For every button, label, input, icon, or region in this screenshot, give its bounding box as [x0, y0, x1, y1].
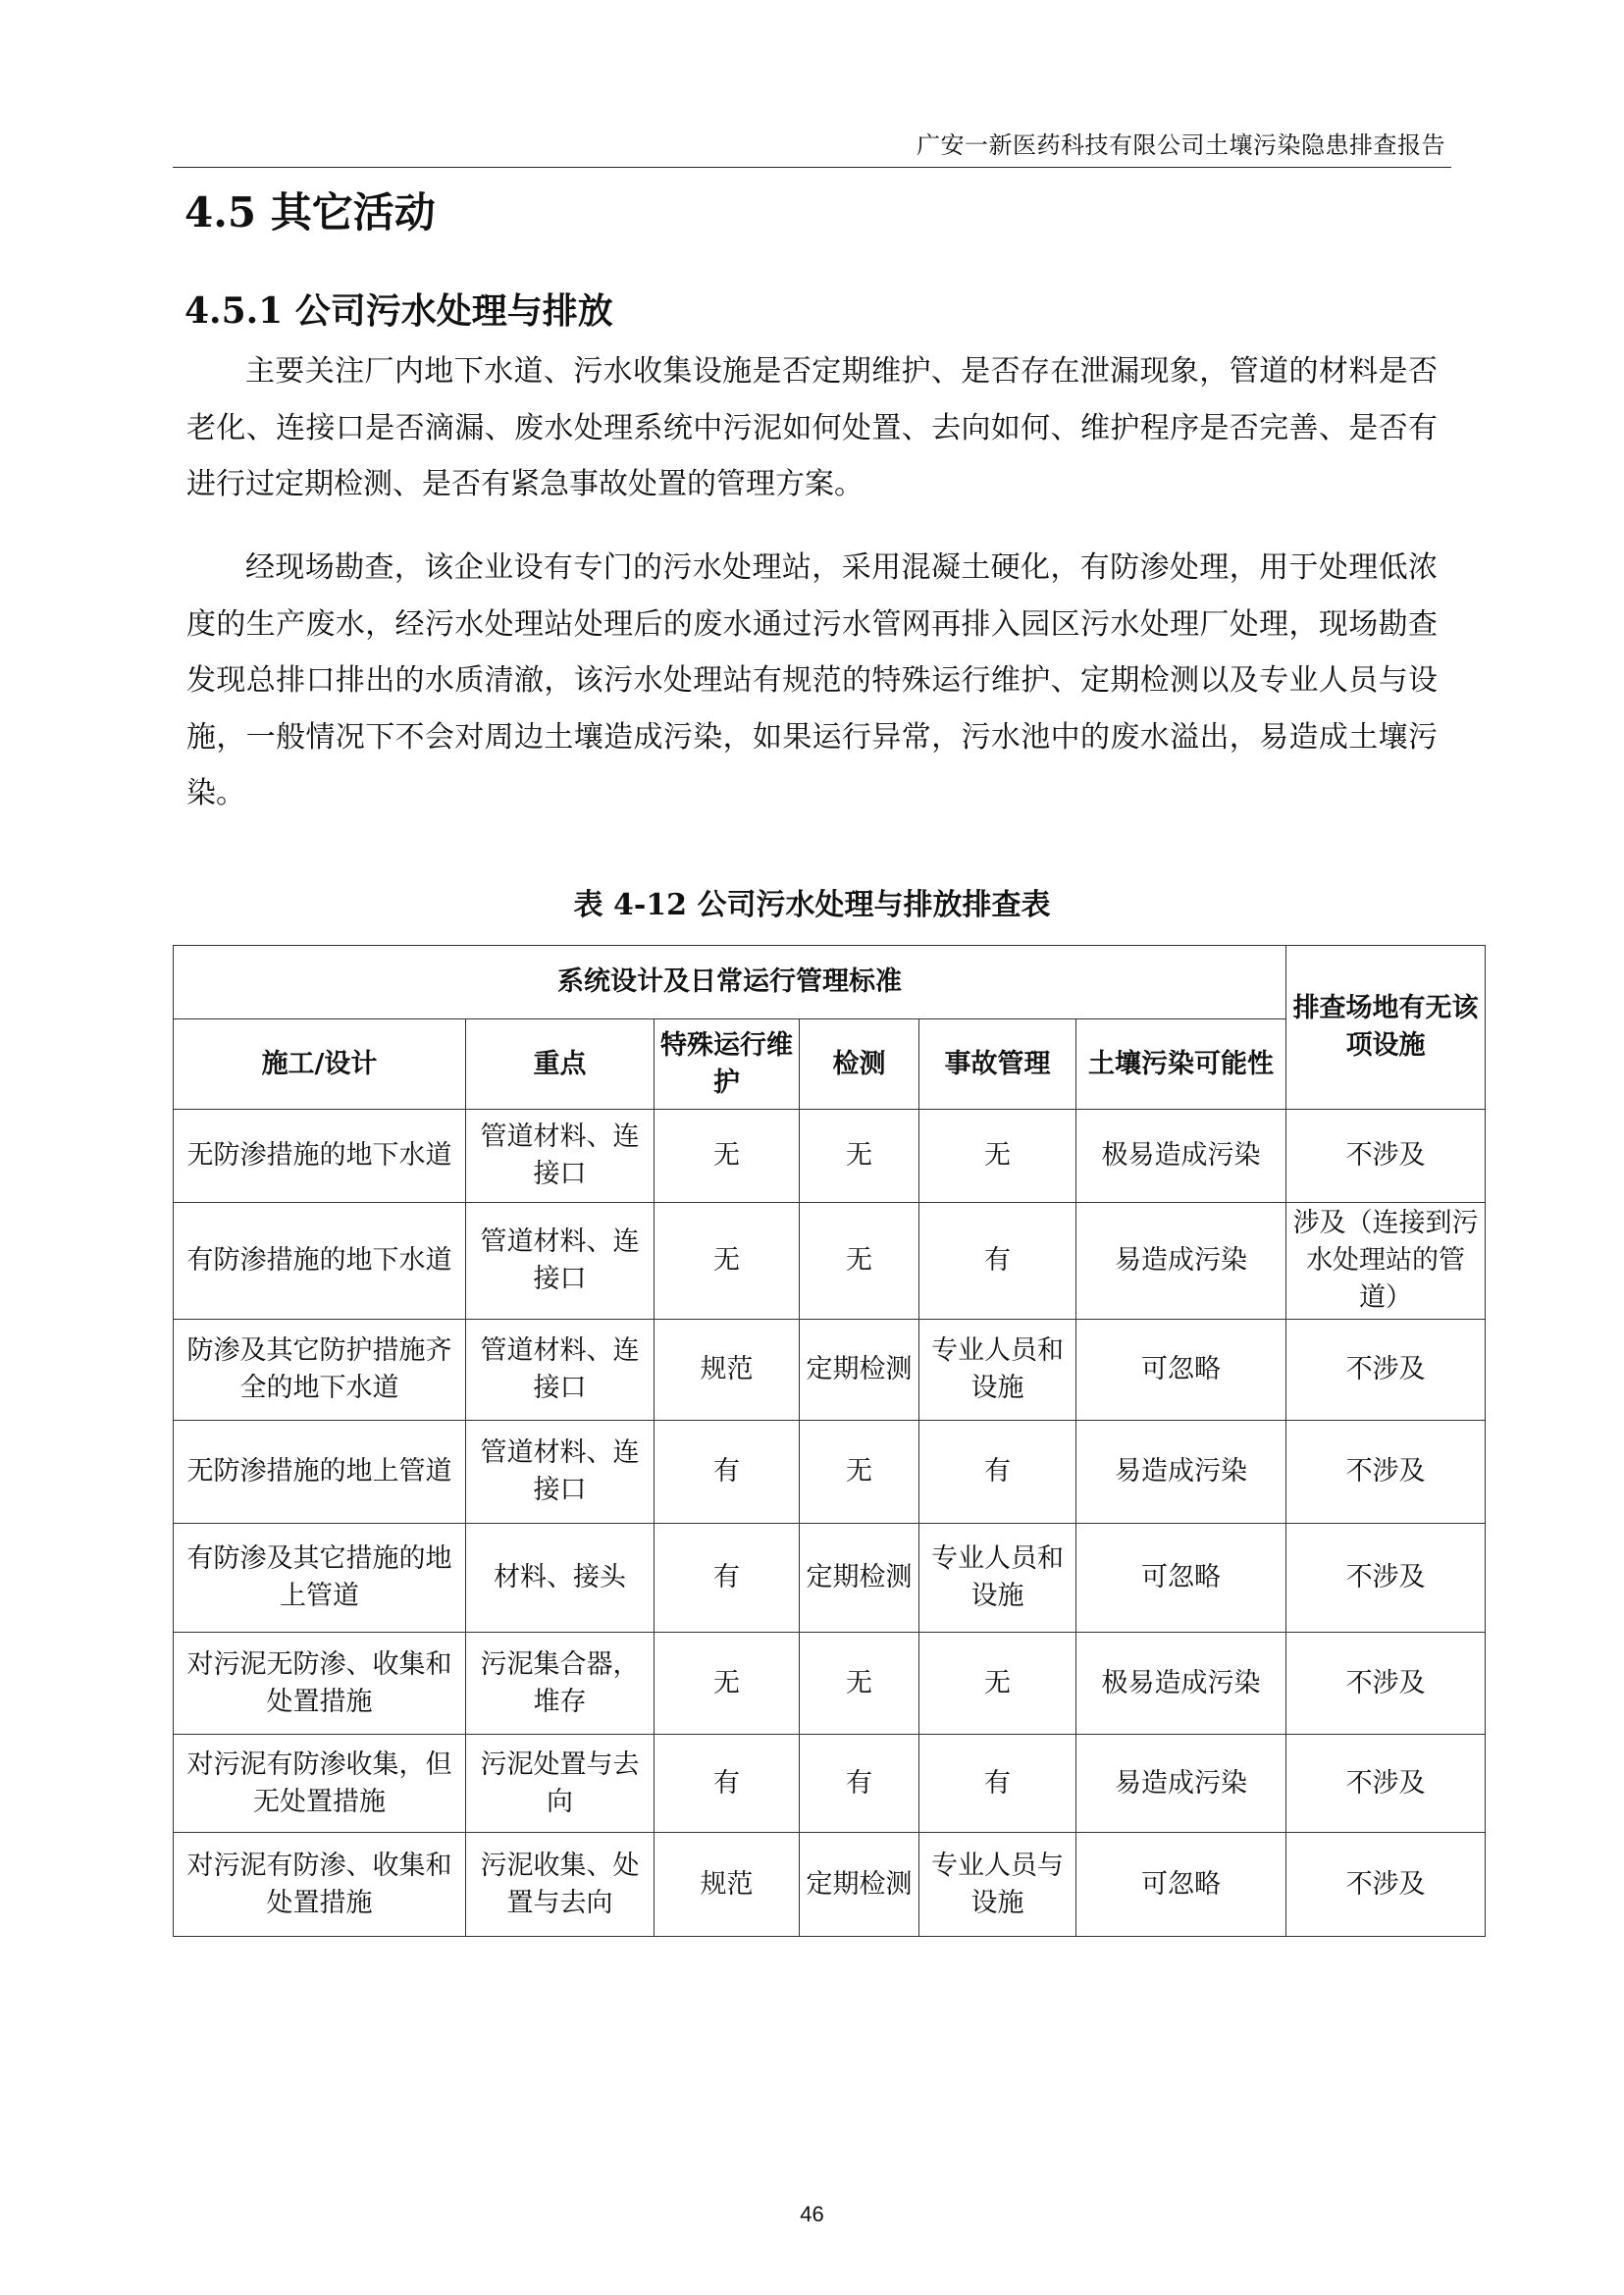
table-cell: 无 [800, 1421, 919, 1524]
column-header: 事故管理 [919, 1019, 1076, 1110]
table-cell: 定期检测 [800, 1320, 919, 1421]
table-cell: 无 [800, 1110, 919, 1203]
table-cell: 有 [919, 1203, 1076, 1320]
table-cell: 专业人员与设施 [919, 1833, 1076, 1937]
column-header: 特殊运行维护 [655, 1019, 800, 1110]
table-cell: 有 [800, 1735, 919, 1833]
table-cell: 有 [919, 1421, 1076, 1524]
table-cell: 定期检测 [800, 1524, 919, 1633]
table-cell: 规范 [655, 1320, 800, 1421]
table-cell: 不涉及 [1286, 1110, 1486, 1203]
table-body [174, 1110, 1486, 1937]
table-cell: 专业人员和设施 [919, 1524, 1076, 1633]
table-cell: 极易造成污染 [1076, 1633, 1286, 1735]
table-cell: 污泥集合器，堆存 [466, 1633, 655, 1735]
table-row [174, 1633, 1486, 1735]
table-cell: 对污泥无防渗、收集和处置措施 [174, 1633, 466, 1735]
table-cell: 极易造成污染 [1076, 1110, 1286, 1203]
table-cell: 管道材料、连接口 [466, 1320, 655, 1421]
table-cell: 专业人员和设施 [919, 1320, 1076, 1421]
table-cell: 不涉及 [1286, 1421, 1486, 1524]
table-cell: 可忽略 [1076, 1833, 1286, 1937]
table-cell: 管道材料、连接口 [466, 1203, 655, 1320]
subsection-heading: 4.5.1 公司污水处理与排放 [184, 290, 613, 332]
table-cell: 有 [655, 1735, 800, 1833]
running-header: 广安一新医药科技有限公司土壤污染隐患排查报告 [917, 131, 1445, 159]
table-cell: 易造成污染 [1076, 1203, 1286, 1320]
column-header: 重点 [466, 1019, 655, 1110]
table-cell: 不涉及 [1286, 1633, 1486, 1735]
column-header: 检测 [800, 1019, 919, 1110]
group-header: 系统设计及日常运行管理标准 [174, 946, 1286, 1019]
table-cell: 涉及（连接到污水处理站的管道） [1286, 1203, 1486, 1320]
table-caption: 表 4-12 公司污水处理与排放排查表 [573, 888, 1051, 922]
table-cell: 有 [655, 1421, 800, 1524]
column-header: 施工/设计 [174, 1019, 466, 1110]
table-cell: 不涉及 [1286, 1735, 1486, 1833]
table-cell: 防渗及其它防护措施齐全的地下水道 [174, 1320, 466, 1421]
table-cell: 不涉及 [1286, 1320, 1486, 1421]
table-cell: 污泥处置与去向 [466, 1735, 655, 1833]
table-row [174, 1833, 1486, 1937]
table-cell: 对污泥有防渗收集，但无处置措施 [174, 1735, 466, 1833]
table-cell: 管道材料、连接口 [466, 1421, 655, 1524]
table-cell: 无 [655, 1110, 800, 1203]
table-cell: 易造成污染 [1076, 1421, 1286, 1524]
table-cell: 有 [919, 1735, 1076, 1833]
table-row [174, 1320, 1486, 1421]
facility-header: 排查场地有无该项设施 [1286, 946, 1486, 1110]
table-cell: 无 [800, 1633, 919, 1735]
table-row [174, 1110, 1486, 1203]
table-cell: 有防渗措施的地下水道 [174, 1203, 466, 1320]
table-cell: 污泥收集、处置与去向 [466, 1833, 655, 1937]
header-rule [173, 167, 1451, 168]
table-row [174, 1524, 1486, 1633]
table-cell: 无防渗措施的地上管道 [174, 1421, 466, 1524]
table-cell: 材料、接头 [466, 1524, 655, 1633]
table-cell: 不涉及 [1286, 1833, 1486, 1937]
column-header: 土壤污染可能性 [1076, 1019, 1286, 1110]
table-cell: 易造成污染 [1076, 1735, 1286, 1833]
table-cell: 有 [655, 1524, 800, 1633]
inspection-table [173, 945, 1486, 1937]
table-cell: 无 [655, 1203, 800, 1320]
body-paragraph-1: 主要关注厂内地下水道、污水收集设施是否定期维护、是否存在泄漏现象，管道的材料是否老化、连接口是否滴漏、废水处理系统中污泥如何处置、去向如何、维护程序是否完善、是否有进行过定期检测、是否有紧急事故处置的管理方案。 [186, 354, 1438, 501]
page-number: 46 [800, 2202, 824, 2226]
table-cell: 有防渗及其它措施的地上管道 [174, 1524, 466, 1633]
table-cell: 无 [800, 1203, 919, 1320]
table-row [174, 1421, 1486, 1524]
table-cell: 规范 [655, 1833, 800, 1937]
table-cell: 无 [919, 1110, 1076, 1203]
table-cell: 可忽略 [1076, 1320, 1286, 1421]
table-cell: 可忽略 [1076, 1524, 1286, 1633]
table-cell: 不涉及 [1286, 1524, 1486, 1633]
table-row [174, 1735, 1486, 1833]
table-row [174, 1203, 1486, 1320]
table-cell: 对污泥有防渗、收集和处置措施 [174, 1833, 466, 1937]
table-cell: 定期检测 [800, 1833, 919, 1937]
section-heading: 4.5 其它活动 [184, 188, 436, 236]
table-cell: 管道材料、连接口 [466, 1110, 655, 1203]
table-cell: 无防渗措施的地下水道 [174, 1110, 466, 1203]
table-cell: 无 [919, 1633, 1076, 1735]
body-paragraph-2: 经现场勘查，该企业设有专门的污水处理站，采用混凝土硬化，有防渗处理，用于处理低浓度的生产废水，经污水处理站处理后的废水通过污水管网再排入园区污水处理厂处理，现场勘查发现总排口排出的水质清澈，该污水处理站有规范的特殊运行维护、定期检测以及专业人员与设施，一般情况下不会对周边土壤造成污染，如果运行异常，污水池中的废水溢出，易造成土壤污染。 [186, 550, 1438, 810]
table-cell: 无 [655, 1633, 800, 1735]
